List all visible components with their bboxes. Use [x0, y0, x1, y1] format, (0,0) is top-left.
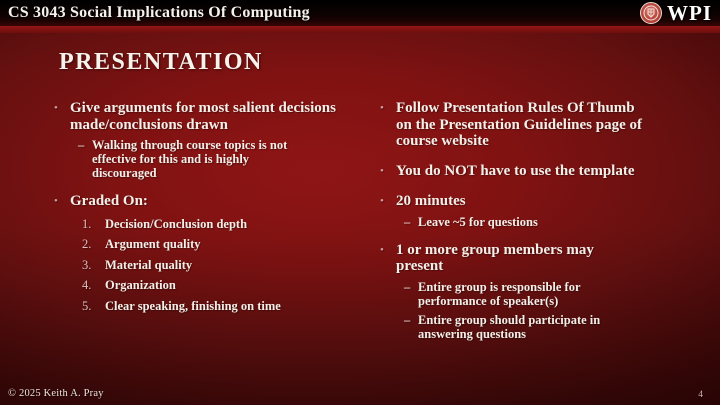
sub-bullet-item [378, 313, 668, 341]
item-text: Leave ~5 for questions [418, 214, 538, 229]
item-text: 1 or more group members may present [396, 241, 594, 274]
bullet-item [378, 193, 668, 210]
bullet-marker: • [54, 102, 58, 114]
bullet-marker: • [54, 195, 58, 207]
item-text: Graded On: [70, 193, 148, 209]
item-text: Material quality [105, 257, 193, 272]
item-text: Argument quality [105, 237, 201, 251]
header-bar [0, 0, 720, 26]
bullet-item [378, 100, 668, 150]
numbered-item [52, 237, 352, 251]
list-number: 1. [82, 216, 92, 231]
wpi-logo-text: WPI [667, 0, 712, 25]
header-accent-strip [0, 26, 720, 33]
item-text: Entire group should participate in answering questions [418, 312, 601, 341]
bullet-marker: • [380, 164, 384, 177]
bullet-marker: – [404, 312, 411, 327]
list-number: 2. [82, 237, 92, 251]
item-text: Entire group is responsible for performance of speaker(s) [418, 279, 581, 308]
bullet-marker: • [380, 194, 384, 207]
wpi-seal-icon [640, 2, 662, 24]
numbered-item [52, 258, 352, 272]
item-text: Give arguments for most salient decisions made/conclusions drawn [70, 100, 336, 133]
bullet-marker: – [404, 214, 411, 229]
bullet-marker: – [78, 138, 85, 152]
bullet-item [52, 100, 352, 133]
numbered-item [52, 217, 352, 231]
sub-bullet-item [378, 280, 668, 308]
bullet-marker: • [380, 102, 384, 114]
course-title: CS 3043 Social Implications Of Computing [8, 4, 310, 21]
list-number: 3. [82, 257, 92, 272]
bullet-item [378, 163, 668, 180]
bullet-marker: – [404, 279, 411, 294]
item-text: Follow Presentation Rules Of Thumb on the Presentation Guidelines page of course website [396, 100, 642, 149]
list-number: 4. [82, 278, 92, 292]
bullet-item [52, 193, 352, 210]
item-text: Organization [105, 278, 176, 292]
item-text: Walking through course topics is not effective for this and is highly discouraged [92, 138, 288, 180]
numbered-item [52, 299, 352, 313]
slide-title: PRESENTATION [59, 49, 263, 75]
bullet-item [378, 242, 668, 275]
bullet-marker: • [380, 243, 384, 256]
wpi-logo [640, 1, 720, 26]
copyright-text: © 2025 Keith A. Pray [8, 388, 104, 399]
page-number: 4 [698, 390, 703, 400]
sub-bullet-item [52, 138, 352, 180]
list-number: 5. [82, 298, 92, 313]
item-text: You do NOT have to use the template [396, 162, 635, 179]
right-column [378, 100, 668, 341]
left-column [52, 100, 352, 313]
numbered-item [52, 278, 352, 292]
item-text: Clear speaking, finishing on time [105, 298, 281, 313]
item-text: Decision/Conclusion depth [105, 216, 248, 231]
item-text: 20 minutes [396, 192, 466, 209]
sub-bullet-item [378, 215, 668, 229]
